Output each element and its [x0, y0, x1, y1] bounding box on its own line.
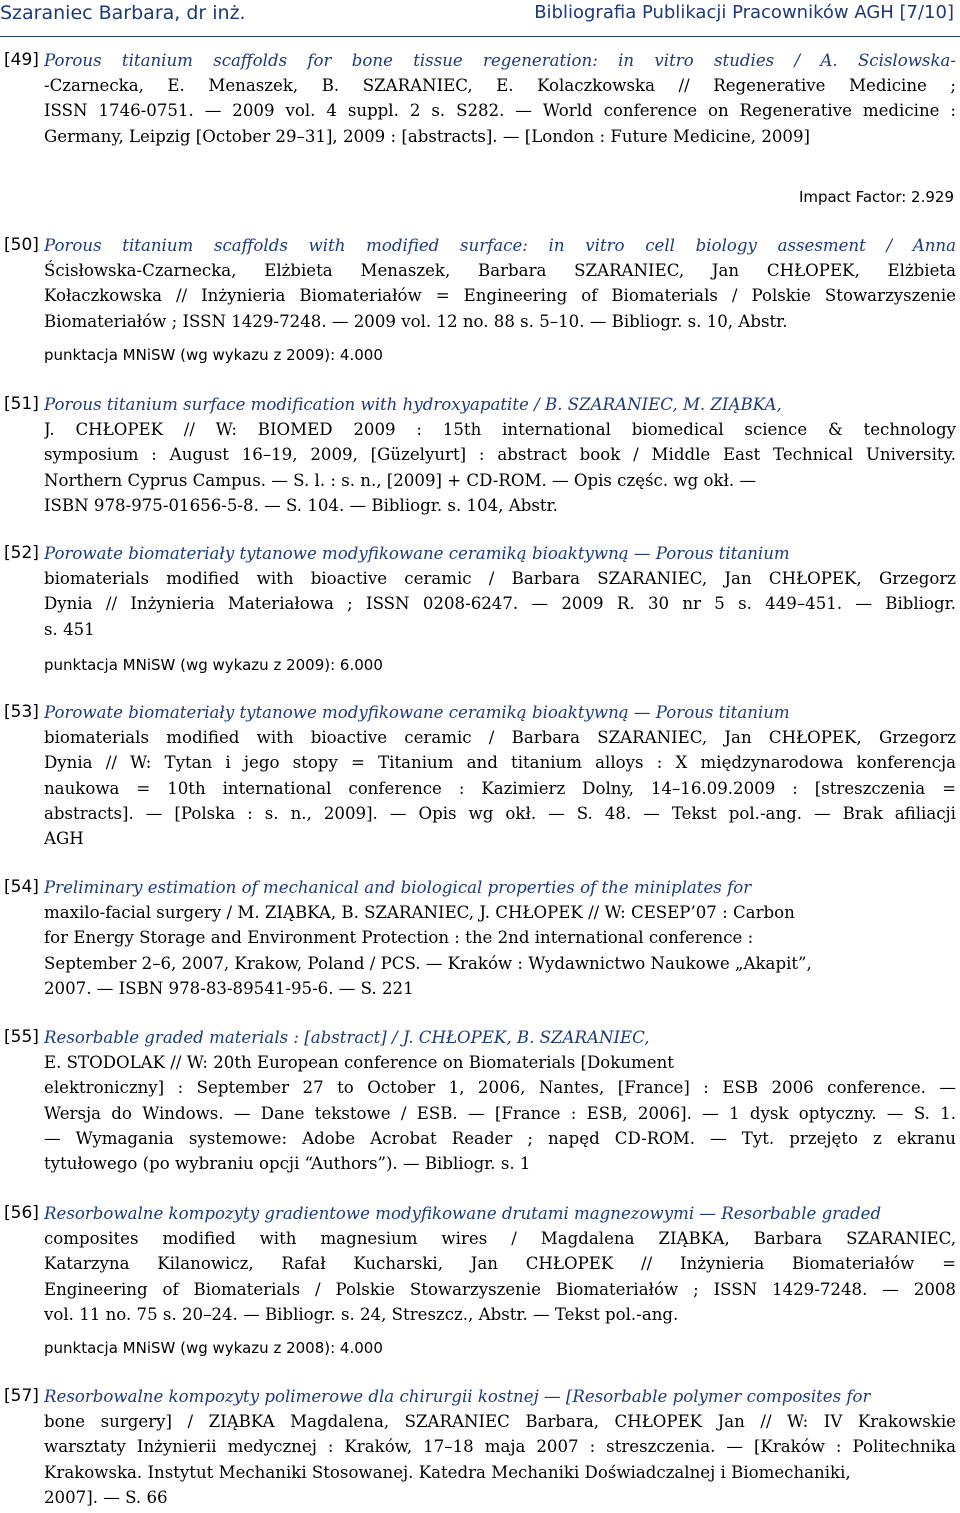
entry-line: symposium : August 16–19, 2009, [Güzelyurt] : abstract book / Middle East Technical University.	[44, 445, 956, 465]
entry-number: [49]	[4, 50, 39, 70]
mnisw-score: punktacja MNiSW (wg wykazu z 2009): 4.000	[44, 346, 383, 364]
entry-line	[44, 392, 956, 417]
entry-line: abstracts]. — [Polska : s. n., 2009]. — Opis wg okł. — S. 48. — Tekst pol.-ang. — Brak afiliacji	[44, 803, 956, 823]
header-title: Bibliografia Publikacji Pracowników AGH [7/10]	[534, 2, 954, 23]
entry-body	[44, 233, 956, 334]
entry-line: Ścisłowska-Czarnecka, Elżbieta Menaszek, Barbara SZARANIEC, Jan CHŁOPEK, Elżbieta	[44, 261, 956, 281]
entry-line: vol. 11 no. 75 s. 20–24. — Bibliogr. s. 24, Streszcz., Abstr. — Tekst pol.-ang.	[44, 1304, 679, 1324]
entry-line	[44, 48, 956, 73]
entry-number: [56]	[4, 1203, 39, 1223]
entry-line: E. STODOLAK // W: 20th European conference on Biomaterials [Dokument	[44, 1053, 674, 1073]
entry-line: maxilo-facial surgery / M. ZIĄBKA, B. SZARANIEC, J. CHŁOPEK // W: CESEP’07 : Carbon	[44, 903, 795, 923]
entry-number: [54]	[4, 877, 39, 897]
entry-line: AGH	[44, 829, 84, 849]
entry-line	[44, 875, 956, 900]
entry-number: [55]	[4, 1027, 39, 1047]
entry-line: elektroniczny] : September 27 to October 1, 2006, Nantes, [France] : ESB 2006 conference. —	[44, 1078, 956, 1098]
entry-line: ISSN 1746-0751. — 2009 vol. 4 suppl. 2 s. S282. — World conference on Regenerative medicine :	[44, 101, 956, 121]
entry-line: Germany, Leipzig [October 29–31], 2009 : [abstracts]. — [London : Future Medicine, 2009]	[44, 126, 811, 146]
entry-line: Engineering of Biomaterials / Polskie Stowarzyszenie Biomateriałów ; ISSN 1429-7248. — 2008	[44, 1279, 956, 1299]
entry-line	[44, 1384, 956, 1409]
header-rule	[0, 36, 960, 37]
entry-number: [50]	[4, 235, 39, 255]
entry-body	[44, 392, 956, 518]
entry-line: Katarzyna Kilanowicz, Rafał Kucharski, Jan CHŁOPEK // Inżynieria Biomateriałów =	[44, 1254, 956, 1274]
entry-title: Resorbowalne kompozyty gradientowe modyfikowane drutami magnezowymi — Resorbable graded	[44, 1204, 882, 1223]
entry-title: Porous titanium scaffolds for bone tissue regeneration: in vitro studies / A. Scislowska-	[44, 51, 956, 70]
entry-number: [52]	[4, 543, 39, 563]
entry-title: Porous titanium surface modification with hydroxyapatite / B. SZARANIEC, M. ZIĄBKA,	[44, 395, 782, 414]
entry-title: Porowate biomateriały tytanowe modyfikowane ceramiką bioaktywną — Porous titanium	[44, 544, 790, 563]
entry-title: Porowate biomateriały tytanowe modyfikowane ceramiką bioaktywną — Porous titanium	[44, 703, 790, 722]
entry-line	[44, 700, 956, 725]
entry-line: tytułowego (po wybraniu opcji “Authors”). — Bibliogr. s. 1	[44, 1154, 531, 1174]
entry-line	[44, 1201, 956, 1226]
entry-line: — Wymagania systemowe: Adobe Acrobat Reader ; napęd CD-ROM. — Tyt. przejęto z ekranu	[44, 1128, 956, 1148]
mnisw-score: punktacja MNiSW (wg wykazu z 2009): 6.000	[44, 656, 383, 674]
header-author: Szaraniec Barbara, dr inż.	[0, 2, 246, 24]
entry-title: Porous titanium scaffolds with modified surface: in vitro cell biology assesment / Anna	[44, 236, 956, 255]
entry-line: s. 451	[44, 619, 95, 639]
entry-title: Resorbowalne kompozyty polimerowe dla chirurgii kostnej — [Resorbable polymer composites for	[44, 1387, 871, 1406]
entry-line: 2007]. — S. 66	[44, 1487, 168, 1507]
entry-body	[44, 700, 956, 851]
mnisw-score: punktacja MNiSW (wg wykazu z 2008): 4.000	[44, 1339, 383, 1357]
entry-line: biomaterials modified with bioactive ceramic / Barbara SZARANIEC, Jan CHŁOPEK, Grzegorz	[44, 728, 956, 748]
entry-body	[44, 541, 956, 642]
entry-line	[44, 541, 956, 566]
entry-line: biomaterials modified with bioactive ceramic / Barbara SZARANIEC, Jan CHŁOPEK, Grzegorz	[44, 569, 956, 589]
entry-body	[44, 1201, 956, 1327]
entry-line: bone surgery] / ZIĄBKA Magdalena, SZARANIEC Barbara, CHŁOPEK Jan // W: IV Krakowskie	[44, 1412, 956, 1432]
entry-line: Northern Cyprus Campus. — S. l. : s. n., [2009] + CD-ROM. — Opis częśc. wg okł. —	[44, 470, 757, 490]
entry-body	[44, 1025, 956, 1176]
entry-number: [53]	[4, 702, 39, 722]
entry-body	[44, 1384, 956, 1510]
entry-title: Preliminary estimation of mechanical and biological properties of the miniplates for	[44, 878, 752, 897]
entry-title: Resorbable graded materials : [abstract] / J. CHŁOPEK, B. SZARANIEC,	[44, 1028, 650, 1047]
entry-body	[44, 48, 956, 149]
impact-factor: Impact Factor: 2.929	[798, 188, 954, 206]
entry-line	[44, 1025, 956, 1050]
entry-line: J. CHŁOPEK // W: BIOMED 2009 : 15th international biomedical science & technology	[44, 420, 956, 440]
entry-line: 2007. — ISBN 978-83-89541-95-6. — S. 221	[44, 978, 414, 998]
entry-line: Dynia // Inżynieria Materiałowa ; ISSN 0208-6247. — 2009 R. 30 nr 5 s. 449–451. — Bibliogr.	[44, 594, 956, 614]
entry-line: Biomateriałów ; ISSN 1429-7248. — 2009 vol. 12 no. 88 s. 5–10. — Bibliogr. s. 10, Abstr.	[44, 311, 788, 331]
entry-line: ISBN 978-975-01656-5-8. — S. 104. — Bibliogr. s. 104, Abstr.	[44, 495, 558, 515]
entry-body	[44, 875, 956, 1001]
entry-number: [51]	[4, 394, 39, 414]
entry-line: September 2–6, 2007, Krakow, Poland / PCS. — Kraków : Wydawnictwo Naukowe „Akapit”,	[44, 953, 812, 973]
entry-line: composites modified with magnesium wires / Magdalena ZIĄBKA, Barbara SZARANIEC,	[44, 1229, 956, 1249]
page-header	[0, 0, 960, 32]
entry-line: naukowa = 10th international conference : Kazimierz Dolny, 14–16.09.2009 : [streszczenia =	[44, 778, 956, 798]
entry-line	[44, 233, 956, 258]
entry-number: [57]	[4, 1386, 39, 1406]
entry-line: Dynia // W: Tytan i jego stopy = Titanium and titanium alloys : X międzynarodowa konferencja	[44, 753, 956, 773]
entry-line: warsztaty Inżynierii medycznej : Kraków, 17–18 maja 2007 : streszczenia. — [Kraków : Politechnika	[44, 1437, 956, 1457]
entry-line: Wersja do Windows. — Dane tekstowe / ESB. — [France : ESB, 2006]. — 1 dysk optyczny. — S. 1.	[44, 1103, 956, 1123]
entry-line: -Czarnecka, E. Menaszek, B. SZARANIEC, E. Kolaczkowska // Regenerative Medicine ;	[44, 76, 956, 96]
entry-line: Krakowska. Instytut Mechaniki Stosowanej. Katedra Mechaniki Doświadczalnej i Biomechaniki,	[44, 1462, 851, 1482]
entry-line: for Energy Storage and Environment Protection : the 2nd international conference :	[44, 928, 754, 948]
entry-line: Kołaczkowska // Inżynieria Biomateriałów = Engineering of Biomaterials / Polskie Stowarzyszenie	[44, 286, 956, 306]
